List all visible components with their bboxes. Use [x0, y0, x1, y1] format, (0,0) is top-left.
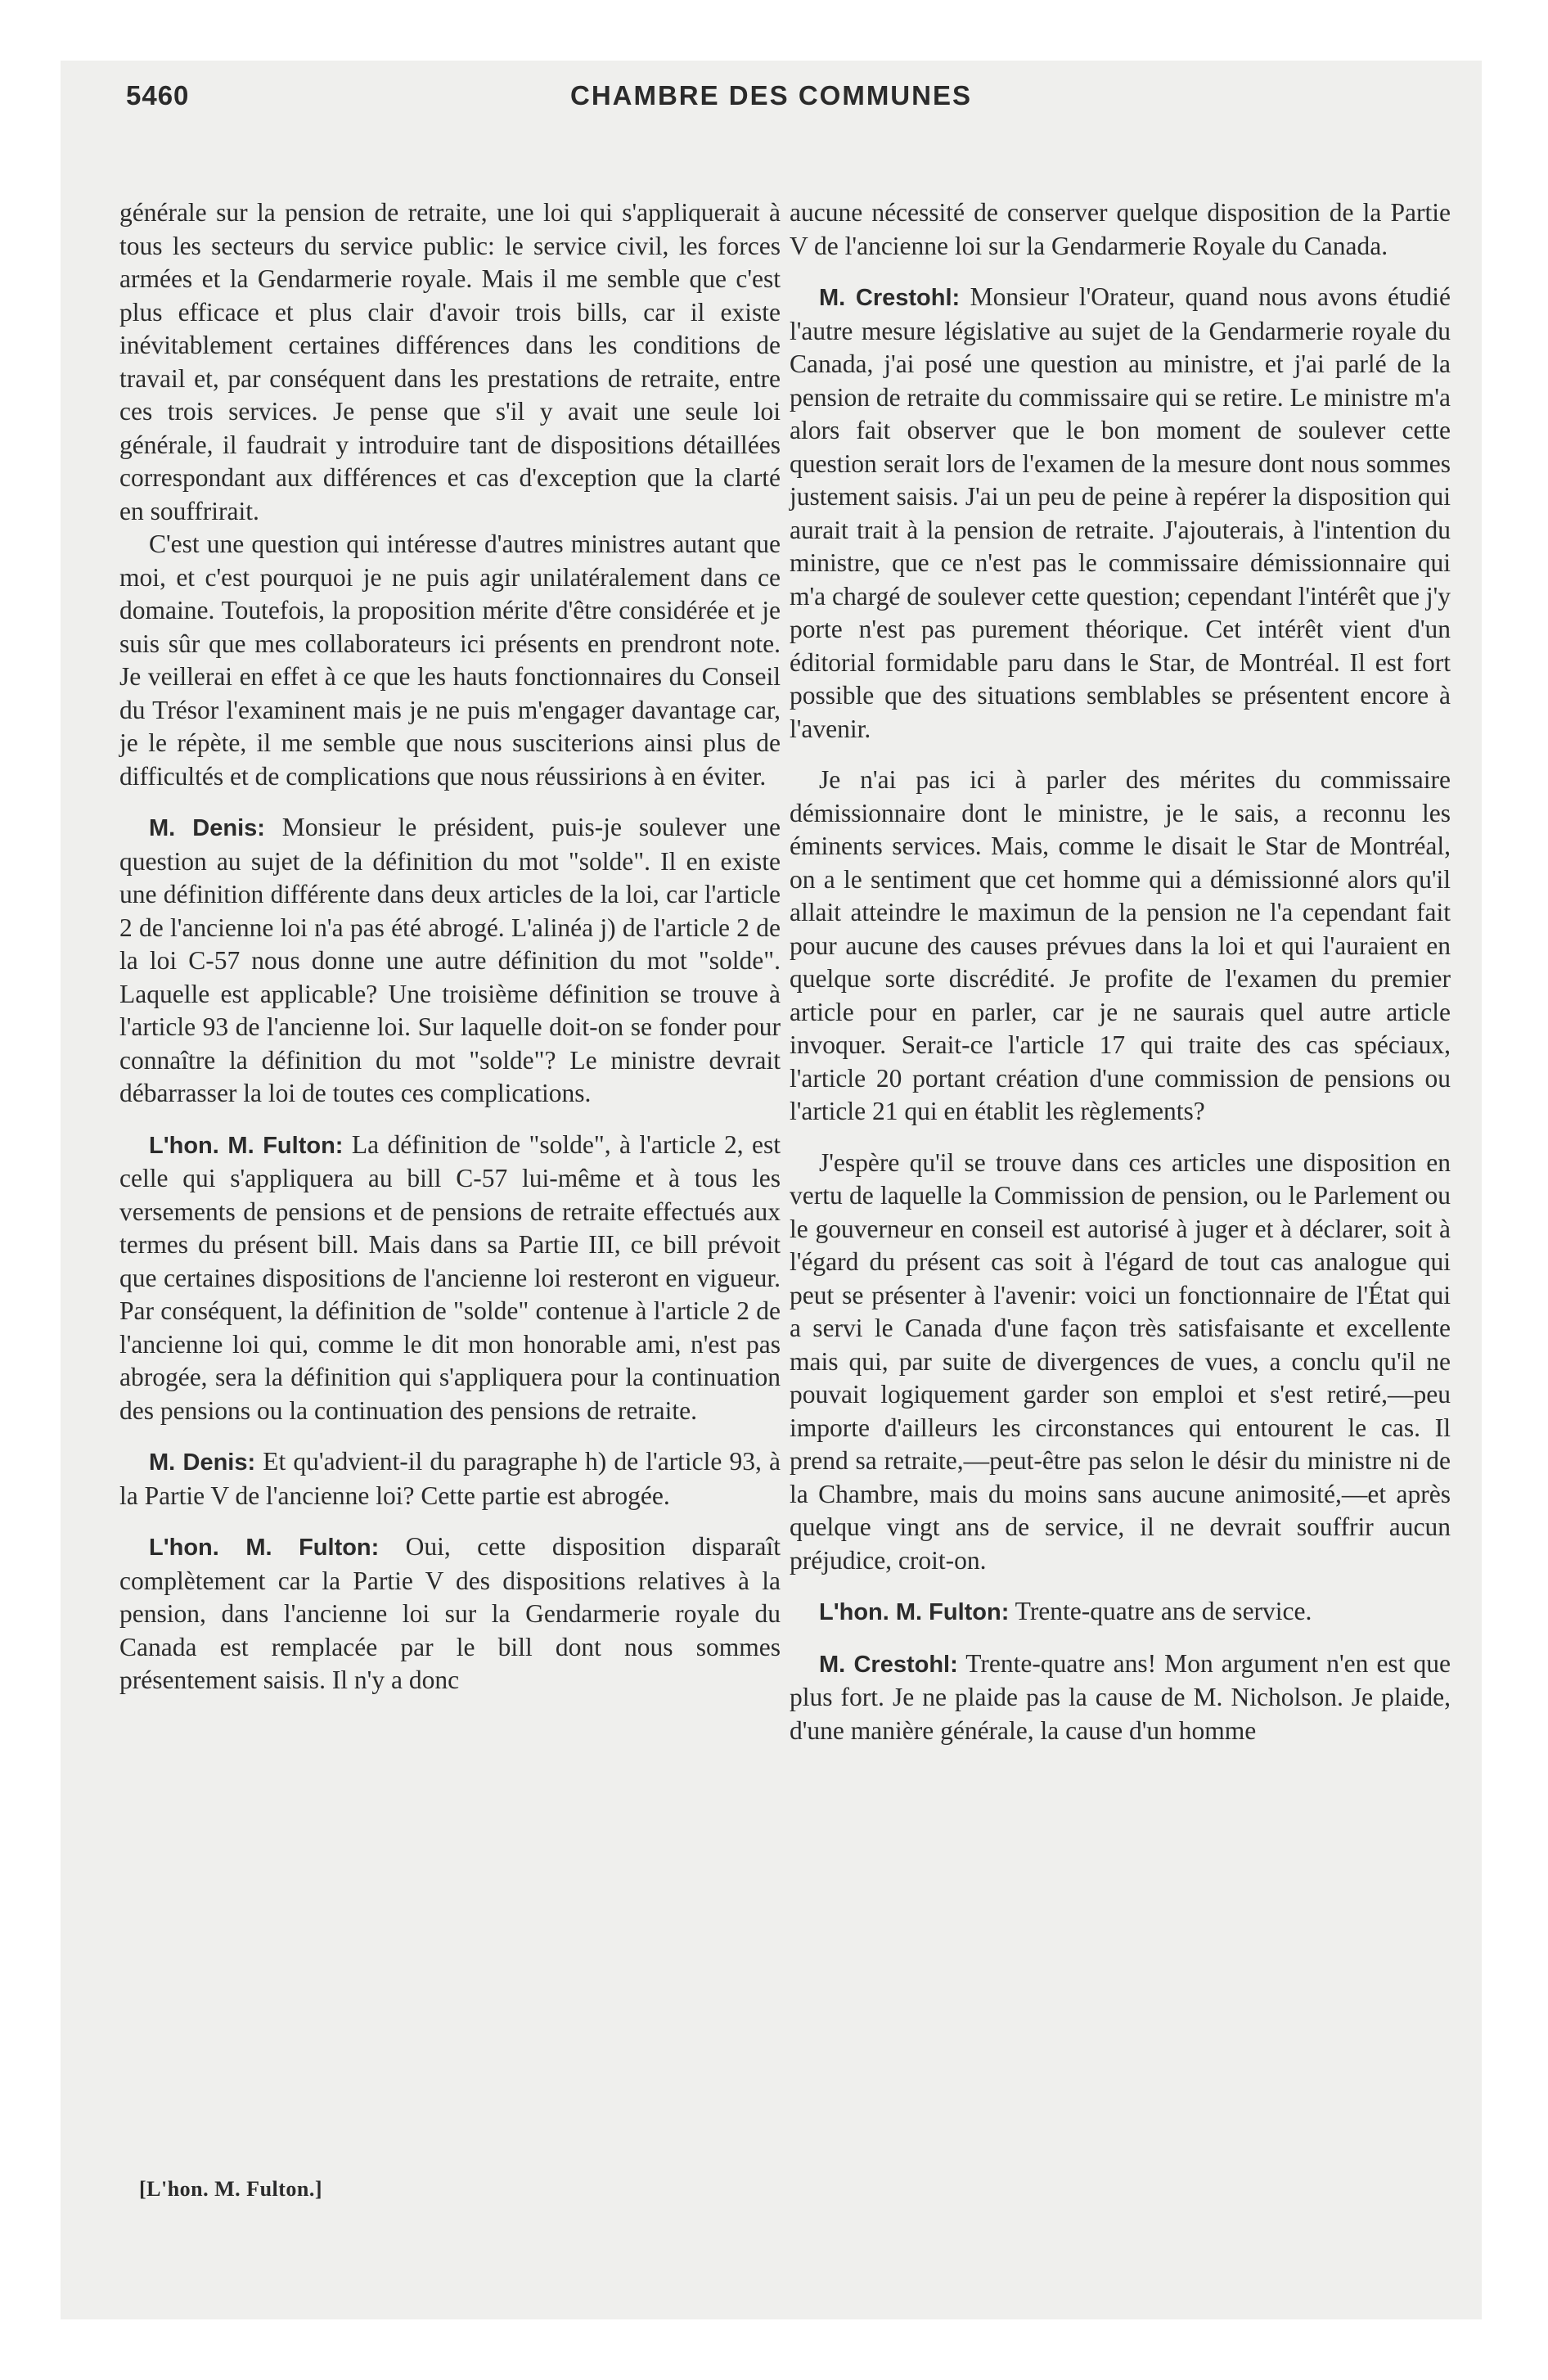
speech-text: Et qu'advient-il du paragraphe h) de l'article 93, à la Partie V de l'ancienne loi? Cette partie est abrogée.	[119, 1447, 781, 1510]
speaker-name: M. Denis:	[149, 1449, 256, 1476]
speaker-name: L'hon. M. Fulton:	[819, 1599, 1010, 1625]
paragraph	[119, 1129, 781, 1428]
speaker-name: M. Denis:	[149, 815, 265, 841]
page-header	[61, 80, 1482, 129]
running-head: CHAMBRE DES COMMUNES	[569, 80, 972, 110]
paragraph	[119, 811, 781, 1111]
paragraph: C'est une question qui intéresse d'autres ministres autant que moi, et c'est pourquoi je ne puis agir unilatéralement dans ce domaine. Toutefois, la proposition mérite d'être considérée et je suis sûr que mes collaborateurs ici présents en prendront note. Je veillerai en effet à ce que les hauts fonctionnaires du Conseil du Trésor l'examinent mais je ne puis m'engager davantage car, je le répète, il me semble que nous susciterions ainsi plus de difficultés et de complications que nous réussirions à en éviter.	[119, 530, 781, 791]
speech-text: Oui, cette disposition disparaît complètement car la Partie V des dispositions relatives à la pension, dans l'ancienne loi sur la Gendarmerie royale du Canada est remplacée par le bill dont nous sommes présentement saisis. Il n'y a donc	[119, 1532, 781, 1694]
page-number: 5460	[126, 80, 190, 110]
speech-text: Trente-quatre ans de service.	[1009, 1597, 1312, 1625]
paragraph	[790, 1595, 1451, 1629]
speech-text: Monsieur le président, puis-je soulever une question au sujet de la définition du mot "solde". Il en existe une définition différente dans deux articles de la loi, car l'article 2 de l'ancienne loi n'a pas été abrogé. L'alinéa j) de l'article 2 de la loi C-57 nous donne une autre définition du mot "solde". Laquelle est applicable? Une troisième définition se trouve à l'article 93 de l'ancienne loi. Sur laquelle doit-on se fonder pour connaître la définition du mot "solde"? Le ministre devrait débarrasser la loi de toutes ces complications.	[119, 813, 781, 1107]
right-column	[790, 196, 1451, 1747]
paragraph: J'espère qu'il se trouve dans ces articles une disposition en vertu de laquelle la Commission de pension, ou le Parlement ou le gouverneur en conseil est autorisé à juger et à déclarer, soit à l'égard du présent cas soit à l'égard de tout cas analogue qui peut se présenter à l'avenir: voici un fonctionnaire de l'État qui a servi le Canada d'une façon très satisfaisante et excellente mais qui, par suite de divergences de vues, a conclu qu'il ne pouvait logiquement garder son emploi et s'est retiré,—peu importe d'ailleurs les circonstances qui entourent le cas. Il prend sa retraite,—peut-être pas selon le désir du ministre ni de la Chambre, mais du moins sans aucune animosité,—et après quelque vingt ans de service, il ne devrait souffrir aucun préjudice, croit-on.	[790, 1147, 1451, 1575]
speech-text: La définition de "solde", à l'article 2, est celle qui s'appliquera au bill C-57 lui-même et à tous les versements de pensions et de pensions de retraite effectués aux termes du présent bill. Mais dans sa Partie III, ce bill prévoit que certaines dispositions de l'ancienne loi resteront en vigueur. Par conséquent, la définition de "solde" contenue à l'article 2 de l'ancienne loi qui, comme le dit mon honorable ami, n'est pas abrogée, sera la définition qui s'appliquera pour la continuation des pensions ou la continuation des pensions de retraite.	[119, 1129, 781, 1425]
paragraph: aucune nécessité de conserver quelque disposition de la Partie V de l'ancienne loi sur la Gendarmerie Royale du Canada.	[790, 198, 1451, 260]
paragraph	[119, 1530, 781, 1697]
speaker-name: L'hon. M. Fulton:	[149, 1132, 344, 1159]
left-column	[119, 196, 781, 1697]
paragraph	[790, 281, 1451, 746]
paragraph: générale sur la pension de retraite, une loi qui s'appliquerait à tous les secteurs du service public: le service civil, les forces armées et la Gendarmerie royale. Mais il me semble que c'est plus efficace et plus clair d'avoir trois bills, car il existe inévitablement certaines différences dans les conditions de travail et, par conséquent dans les prestations de retraite, entre ces trois services. Je pense que s'il y avait une seule loi générale, il faudrait y introduire tant de dispositions détaillées correspondant aux différences et cas d'exception que la clarté en souffrirait.	[119, 198, 781, 525]
speaker-name: M. Crestohl:	[819, 1651, 958, 1678]
speaker-name: L'hon. M. Fulton:	[149, 1535, 380, 1561]
paragraph: Je n'ai pas ici à parler des mérites du commissaire démissionnaire dont le ministre, je le sais, a reconnu les éminents services. Mais, comme le disait le Star de Montréal, on a le sentiment que cet homme qui a démissionné alors qu'il allait atteindre le maximun de la pension ne l'a cependant fait pour aucune des causes prévues dans la loi et qui l'auraient en quelque sorte discrédité. Je profite de l'examen du premier article pour en parler, car je ne saurais quel autre article invoquer. Serait-ce l'article 17 qui traite des cas spéciaux, l'article 20 portant création d'une commission de pensions ou l'article 21 qui en établit les règlements?	[790, 765, 1451, 1125]
paragraph	[119, 1445, 781, 1512]
speech-text: Trente-quatre ans! Mon argument n'en est que plus fort. Je ne plaide pas la cause de M. Nicholson. Je plaide, d'une manière générale, la cause d'un homme	[790, 1648, 1451, 1745]
speaker-name: M. Crestohl:	[819, 285, 961, 311]
footer-speaker-note: [L'hon. M. Fulton.]	[139, 2177, 323, 2201]
paragraph	[790, 1648, 1451, 1748]
speech-text: Monsieur l'Orateur, quand nous avons étudié l'autre mesure législative au sujet de la Gendarmerie royale du Canada, j'ai posé une question au ministre, et j'ai parlé de la pension de retraite du commissaire qui se retire. Le ministre m'a alors fait observer que le bon moment de soulever cette question serait lors de l'examen de la mesure dont nous sommes justement saisis. J'ai un peu de peine à repérer la disposition qui aurait trait à la pension de retraite. J'ajouterais, à l'intention du ministre, que ce n'est pas le commissaire démissionnaire qui m'a chargé de soulever cette question; cependant l'intérêt que j'y porte n'est pas purement théorique. Cet intérêt vient d'un éditorial formidable paru dans le Star, de Montréal. Il est fort possible que des situations semblables se présentent encore à l'avenir.	[790, 282, 1451, 743]
